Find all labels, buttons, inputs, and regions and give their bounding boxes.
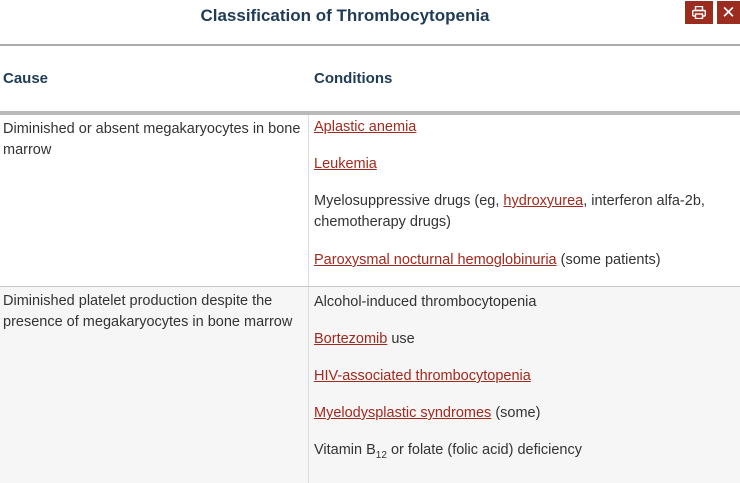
condition-text: (some patients) xyxy=(556,252,661,268)
condition-text: (some) xyxy=(491,405,541,421)
condition-item xyxy=(314,191,739,233)
column-header-conditions: Conditions xyxy=(314,70,393,87)
condition-item xyxy=(314,329,739,350)
column-divider xyxy=(308,287,309,483)
condition-item xyxy=(314,366,739,387)
condition-text: use xyxy=(387,331,415,347)
condition-text: Myelosuppressive drugs (eg, xyxy=(314,193,504,209)
column-divider xyxy=(308,115,309,286)
cause-cell: Diminished platelet production despite the presence of megakaryocytes in bone marrow xyxy=(3,293,293,330)
condition-item xyxy=(314,154,739,175)
condition-item xyxy=(314,440,739,466)
condition-link-bortezomib[interactable]: Bortezomib xyxy=(314,331,388,347)
table-row xyxy=(0,286,740,483)
condition-link-pnh[interactable]: Paroxysmal nocturnal hemoglobinuria xyxy=(314,252,557,268)
condition-item xyxy=(314,403,739,424)
condition-link-leukemia[interactable]: Leukemia xyxy=(314,156,377,172)
condition-link-hiv-thrombocytopenia[interactable]: HIV-associated thrombocytopenia xyxy=(314,368,531,384)
condition-item xyxy=(314,250,739,271)
column-header-cause: Cause xyxy=(3,70,49,87)
condition-link-aplastic-anemia[interactable]: Aplastic anemia xyxy=(314,119,417,135)
close-icon: ✕ xyxy=(721,2,736,22)
page-title: Classification of Thrombocytopenia xyxy=(200,6,490,25)
condition-item xyxy=(314,292,739,313)
cause-cell: Diminished or absent megakaryocytes in bone marrow xyxy=(3,121,301,158)
condition-link-hydroxyurea[interactable]: hydroxyurea xyxy=(503,193,584,209)
condition-subscript: 12 xyxy=(375,449,387,461)
printer-icon xyxy=(692,6,706,19)
table-header xyxy=(0,46,740,111)
condition-link-myelodysplastic-syndromes[interactable]: Myelodysplastic syndromes xyxy=(314,405,492,421)
close-button[interactable] xyxy=(717,1,740,24)
condition-item xyxy=(314,117,739,138)
print-button[interactable] xyxy=(685,1,713,24)
table-row xyxy=(0,115,740,286)
condition-text: Vitamin B xyxy=(314,442,376,458)
condition-text: or folate (folic acid) deficiency xyxy=(386,442,582,458)
condition-text: , interferon alfa-2b, chemotherapy drugs) xyxy=(314,193,705,230)
condition-text: Alcohol-induced thrombocytopenia xyxy=(314,294,537,310)
